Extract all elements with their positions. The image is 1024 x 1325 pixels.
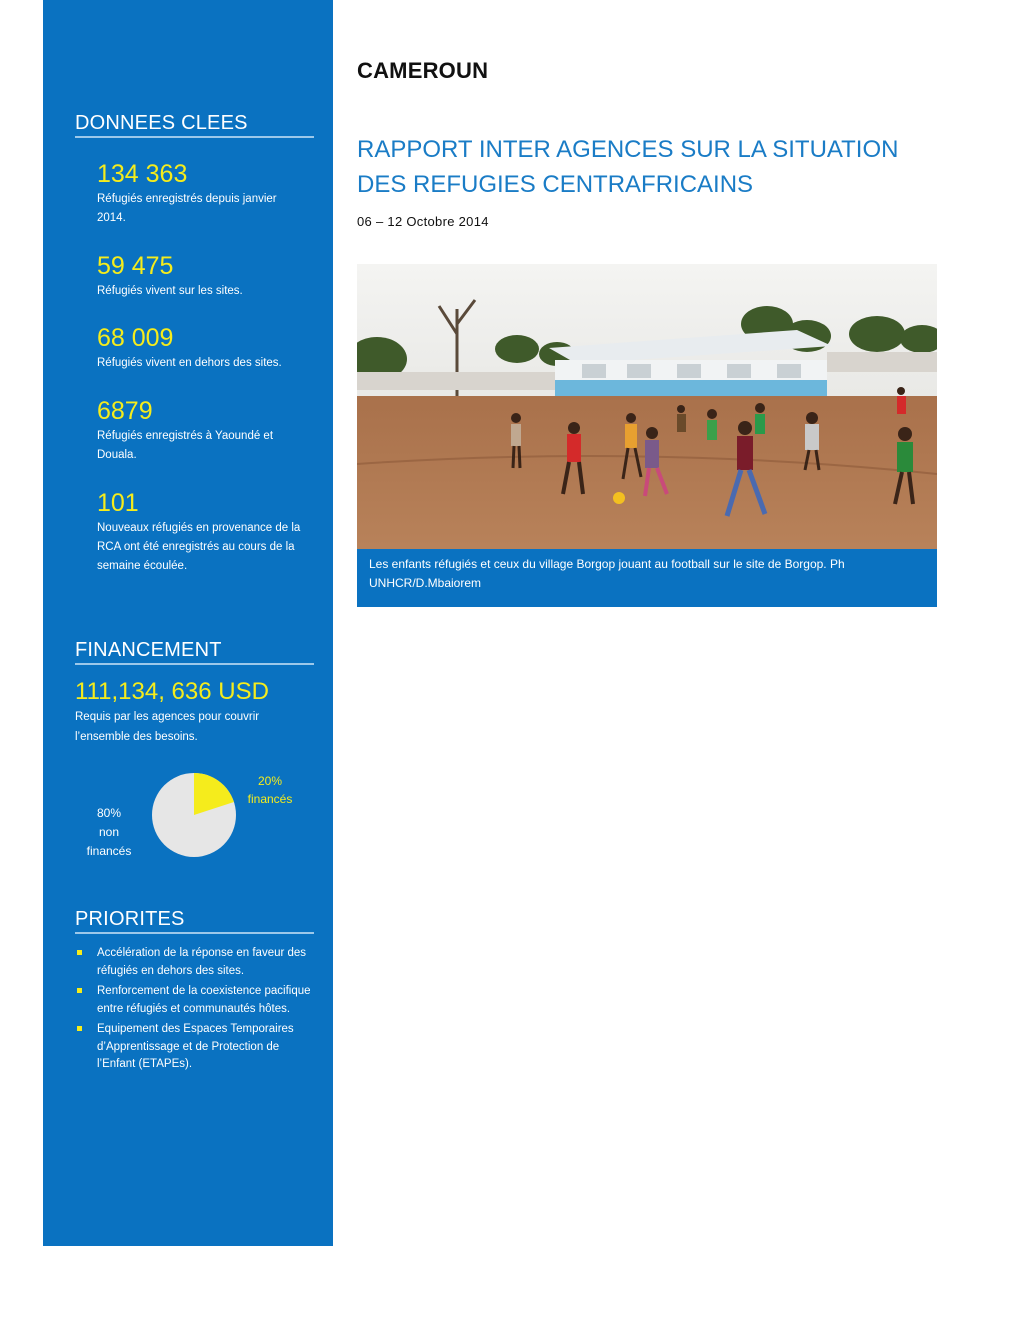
funding-description: Requis par les agences pour couvrir l’ensemble des besoins. xyxy=(75,711,260,743)
stat-value: 134 363 xyxy=(97,160,188,188)
stat-value: 6879 xyxy=(97,397,153,425)
priority-item xyxy=(75,1021,315,1074)
funding-pie-chart xyxy=(151,772,237,858)
report-title xyxy=(357,132,937,202)
priority-text: Renforcement de la coexistence pacifique entre réfugiés et communautés hôtes. xyxy=(97,985,311,1015)
stat-on-sites xyxy=(97,252,307,301)
stat-description: Réfugiés enregistrés depuis janvier 2014. xyxy=(97,193,277,224)
key-data-heading: DONNEES CLEES xyxy=(75,112,314,138)
report-title-line-2: DES REFUGIES CENTRAFRICAINS xyxy=(357,171,754,198)
pie-label-funded xyxy=(239,772,301,808)
stat-off-sites xyxy=(97,324,307,373)
priorities-list xyxy=(75,945,315,1077)
bullet-icon xyxy=(77,950,82,955)
priority-text: Equipement des Espaces Temporaires d’Apprentissage et de Protection de l’Enfant (ETAPEs). xyxy=(97,1023,294,1070)
stat-description: Réfugiés vivent en dehors des sites. xyxy=(97,357,282,369)
funded-percent: 20% xyxy=(257,774,283,788)
report-date: 06 – 12 Octobre 2014 xyxy=(357,214,489,229)
photo-caption: Les enfants réfugiés et ceux du village Borgop jouant au football sur le site de Borgop. Ph UNHCR/D.Mbaiorem xyxy=(357,549,937,607)
bullet-icon xyxy=(77,1026,82,1031)
bullet-icon xyxy=(77,988,82,993)
funding-amount: 111,134, 636 USD xyxy=(75,678,269,705)
stat-value: 59 475 xyxy=(97,252,174,280)
priority-text: Accélération de la réponse en faveur des réfugiés en dehors des sites. xyxy=(97,947,307,977)
stat-yaounde-douala xyxy=(97,397,307,465)
unfunded-percent: 80% xyxy=(96,806,122,820)
stat-description: Réfugiés enregistrés à Yaoundé et Douala. xyxy=(97,430,274,461)
country-title: CAMEROUN xyxy=(357,58,489,83)
funding-heading: FINANCEMENT xyxy=(75,639,314,665)
stat-new-arrivals xyxy=(97,489,307,576)
pie-label-unfunded xyxy=(81,804,137,861)
priority-item xyxy=(75,945,315,980)
priority-item xyxy=(75,983,315,1018)
unfunded-text-2: financés xyxy=(86,844,132,858)
priorities-heading: PRIORITES xyxy=(75,908,314,934)
stat-value: 101 xyxy=(97,489,139,517)
stat-value: 68 009 xyxy=(97,324,174,352)
report-title-line-1: RAPPORT INTER AGENCES SUR LA SITUATION xyxy=(357,136,899,163)
stat-description: Nouveaux réfugiés en provenance de la RCA ont été enregistrés au cours de la semaine écoulée. xyxy=(97,522,301,572)
funded-text: financés xyxy=(247,792,293,806)
refugee-children-football-photo xyxy=(357,264,937,549)
stat-description: Réfugiés vivent sur les sites. xyxy=(97,285,243,297)
sidebar xyxy=(43,0,333,1246)
unfunded-text-1: non xyxy=(98,825,120,839)
stat-registered xyxy=(97,160,307,228)
